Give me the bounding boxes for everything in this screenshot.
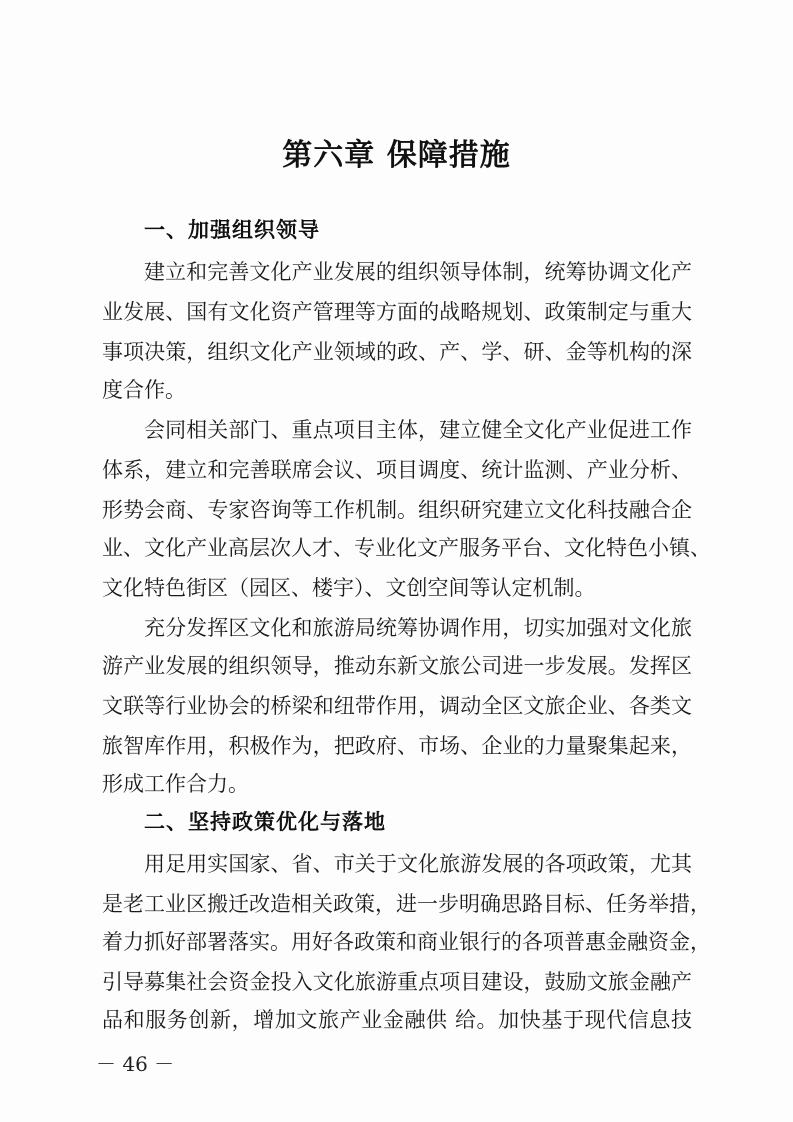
page-number: － 46 － <box>96 1052 175 1076</box>
paragraph-line: 品和服务创新，增加文旅产业金融供 给。加快基于现代信息技 <box>102 1008 692 1032</box>
paragraph-line: 体系，建立和完善联席会议、项目调度、统计监测、产业分析、 <box>102 458 692 482</box>
paragraph-line: 用足用实国家、省、市关于文化旅游发展的各项政策，尤其 <box>144 852 692 876</box>
paragraph-line: 文联等行业协会的桥梁和纽带作用，调动全区文旅企业、各类文 <box>102 694 692 718</box>
paragraph-line: 充分发挥区文化和旅游局统筹协调作用，切实加强对文化旅 <box>144 616 692 640</box>
paragraph-line: 形势会商、专家咨询等工作机制。组织研究建立文化科技融合企 <box>102 498 692 522</box>
paragraph-line: 形成工作合力。 <box>102 772 249 796</box>
paragraph-line: 事项决策，组织文化产业领域的政、产、学、研、金等机构的深 <box>102 340 692 364</box>
paragraph-line: 游产业发展的组织领导，推动东新文旅公司进一步发展。发挥区 <box>102 654 692 678</box>
paragraph-line: 度合作。 <box>102 378 186 402</box>
paragraph-line: 业、文化产业高层次人才、专业化文产服务平台、文化特色小镇、 <box>102 536 711 560</box>
paragraph-line: 建立和完善文化产业发展的组织领导体制，统筹协调文化产 <box>144 260 692 284</box>
section-heading-2: 二、坚持政策优化与落地 <box>144 810 386 834</box>
paragraph-line: 文化特色街区（园区、楼宇）、文创空间等认定机制。 <box>102 576 596 600</box>
section-heading-1: 一、加强组织领导 <box>144 218 320 242</box>
paragraph-line: 旅智库作用，积极作为，把政府、市场、企业的力量聚集起来， <box>102 734 692 758</box>
chapter-title: 第六章 保障措施 <box>282 138 511 173</box>
paragraph-line: 是老工业区搬迁改造相关政策，进一步明确思路目标、任务举措， <box>102 892 711 916</box>
paragraph-line: 会同相关部门、重点项目主体，建立健全文化产业促进工作 <box>144 418 692 442</box>
paragraph-line: 引导募集社会资金投入文化旅游重点项目建设，鼓励文旅金融产 <box>102 970 692 994</box>
paragraph-line: 着力抓好部署落实。用好各政策和商业银行的各项普惠金融资金， <box>102 930 711 954</box>
paragraph-line: 业发展、国有文化资产管理等方面的战略规划、政策制定与重大 <box>102 300 692 324</box>
